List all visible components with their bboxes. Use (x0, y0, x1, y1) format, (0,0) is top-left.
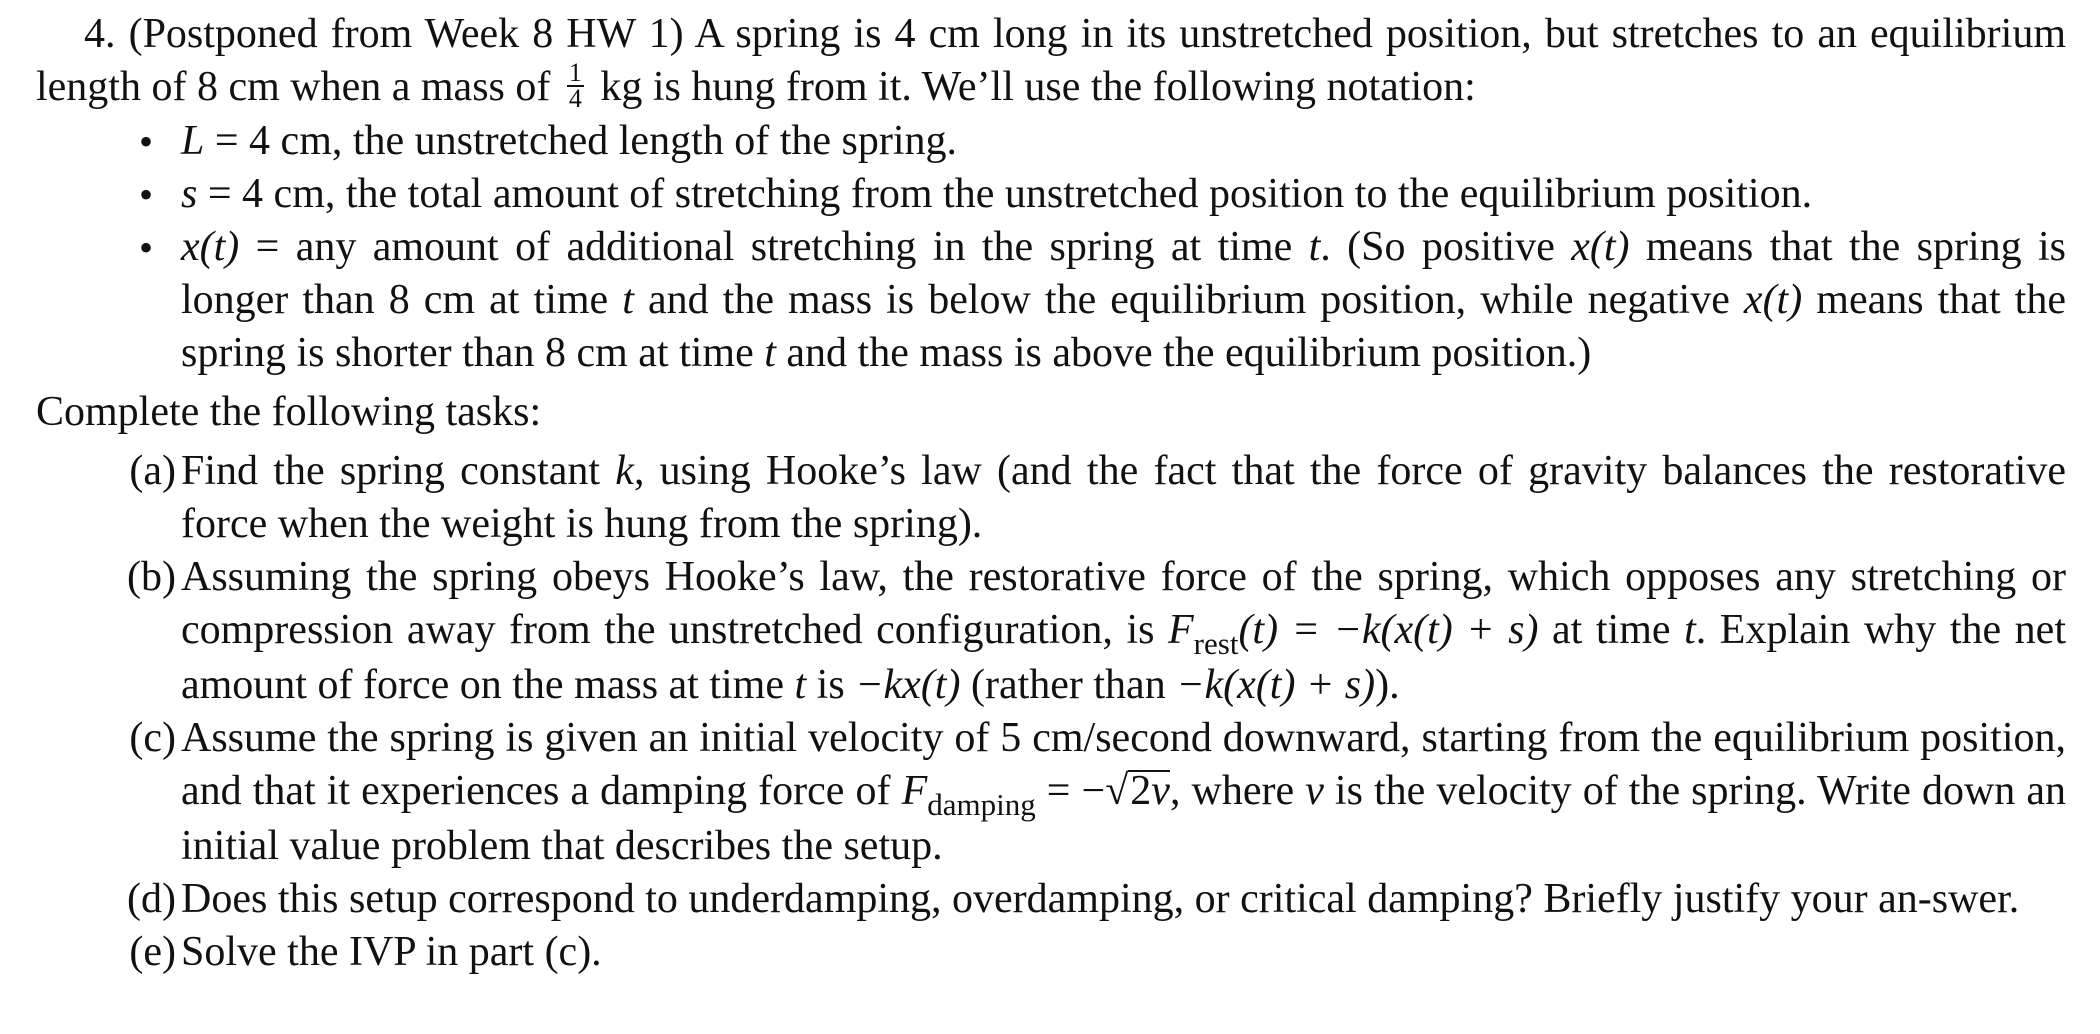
task-b-text-7: ). (1375, 662, 1400, 709)
math-xt: x(t) (1571, 224, 1630, 271)
subscript-rest: rest (1193, 626, 1239, 662)
notation-text-L: = 4 cm, the unstretched length of the spring. (204, 118, 958, 165)
fraction-one-quarter (567, 58, 584, 114)
math-F: F (901, 768, 928, 815)
task-b (36, 551, 2066, 712)
task-list (36, 445, 2066, 979)
task-e-text: Solve the IVP in part (c). (181, 929, 602, 976)
notation-text-s: = 4 cm, the total amount of stretching from the unstretched position to the equilibrium position. (197, 171, 1813, 218)
math-t: t (1684, 607, 1696, 654)
math-v: v (1305, 768, 1324, 815)
task-a-text-2: , using Hooke’s law (and the fact that the force of gravity balances the restorative force when the weight is hung from the spring). (181, 448, 2066, 548)
task-label: (a) (129, 448, 176, 495)
task-c-text-3: is the velocity of the spring. Write down an initial value problem that describes the setup. (181, 768, 2066, 870)
task-label: (d) (127, 876, 176, 923)
fraction-denominator: 4 (568, 84, 582, 114)
notation-text-x-5: means that the spring is shorter than 8 cm at time (181, 277, 2066, 377)
notation-text-x-3: means that the spring is longer than 8 cm at time (181, 224, 2066, 324)
math-t: t (622, 277, 634, 324)
bullet-marker: • (139, 225, 154, 271)
math-F: F (1168, 607, 1194, 654)
notation-text-x-6: and the mass is above the equilibrium position.) (775, 330, 1592, 377)
math-xt: x(t) (1743, 277, 1803, 324)
task-label: (b) (127, 554, 176, 601)
task-d (36, 873, 2066, 926)
problem-intro-part-2: kg is hung from it. We’ll use the following notation: (600, 64, 1476, 110)
problem-intro-part-1: (Postponed from Week 8 HW 1) A spring is 4 cm long in its unstretched position, but stretches to an equilibrium length of 8 cm when a mass of (36, 11, 2066, 110)
math-t: t (1308, 224, 1321, 271)
notation-symbol-s: s (181, 171, 198, 218)
sqrt-content: 2 (1130, 768, 1152, 815)
tasks-lead: Complete the following tasks: (36, 389, 542, 436)
bullet-marker: • (139, 172, 154, 218)
subscript-damping: damping (927, 787, 1036, 823)
notation-symbol-L: L (181, 118, 205, 165)
task-label: (c) (129, 715, 176, 762)
notation-list (36, 115, 2066, 380)
sqrt-sign: √ (1105, 768, 1129, 815)
task-b-text-5: is (806, 662, 856, 709)
problem-number: 4. (84, 11, 116, 57)
task-a-text-1: Find the spring constant (181, 448, 616, 495)
problem-statement (36, 8, 2066, 115)
restorative-force-expression: (t) = −k(x(t) + s) (1238, 607, 1539, 654)
notation-item-L (36, 115, 2066, 168)
bullet-marker: • (139, 119, 154, 165)
notation-symbol-x: x(t) (181, 224, 240, 271)
math-t: t (764, 330, 776, 377)
math-v: v (1151, 768, 1170, 815)
math-t: t (794, 662, 807, 709)
notation-item-x (36, 221, 2066, 380)
task-b-text-4: . Explain why the net amount of force on the mass at time (181, 607, 2066, 709)
notation-text-x-4: and the mass is below the equilibrium position, while negative (633, 277, 1744, 324)
task-a (36, 445, 2066, 551)
task-b-text-3: at time (1538, 607, 1685, 654)
notation-text-x-2: . (So positive (1320, 224, 1572, 271)
task-b-text-1: Assuming the spring obeys Hooke’s law, the restorative force of the spring, which opposes any stretching or compression away from the unstretched configuration, is (181, 554, 2066, 654)
math-k: k (615, 448, 634, 495)
restorative-force-short-expression: −k(x(t) + s) (1176, 662, 1376, 709)
fraction-numerator: 1 (568, 58, 582, 88)
notation-text-x-1: = any amount of additional stretching in the spring at time (239, 224, 1309, 271)
task-label: (e) (129, 929, 176, 976)
task-c (36, 712, 2066, 873)
net-force-expression: −kx(t) (855, 662, 961, 709)
task-b-text-6: (rather than (960, 662, 1177, 709)
task-c-text-1: Assume the spring is given an initial velocity of 5 cm/second downward, starting from the equilibrium position, and that it experiences a damping force of (181, 715, 2066, 815)
damping-equals: = − (1035, 768, 1106, 815)
sqrt-radicand (1128, 768, 1170, 815)
task-d-text: Does this setup correspond to underdamping, overdamping, or critical damping? Briefly justify your an-swer. (181, 876, 2020, 923)
notation-item-s (36, 168, 2066, 221)
task-e (36, 926, 2066, 979)
task-c-text-2: , where (1169, 768, 1306, 815)
